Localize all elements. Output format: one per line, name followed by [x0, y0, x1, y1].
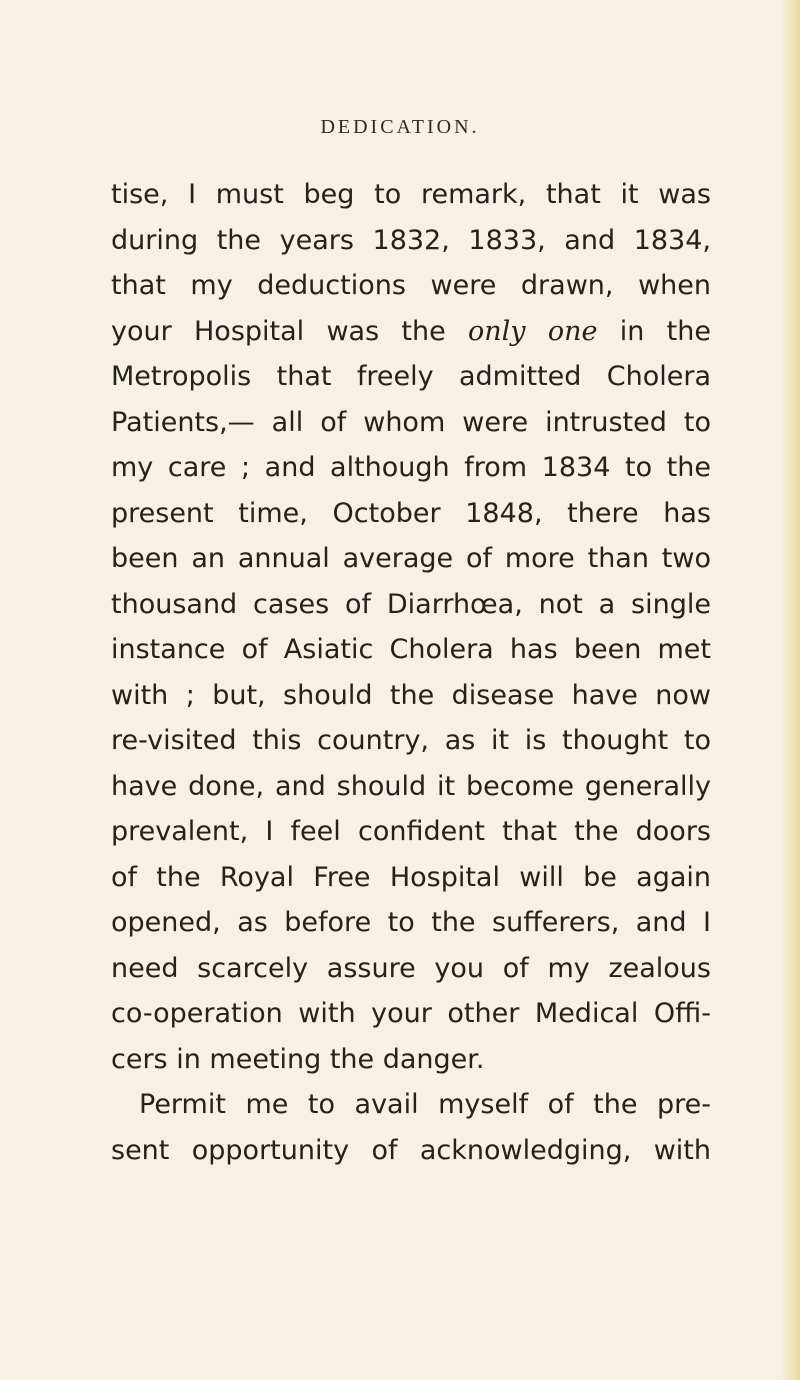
text-line: Permit me to avail myself of the pre- — [139, 1089, 711, 1120]
text-segment: your Hospital was the — [111, 315, 469, 347]
text-line: that my deductions were drawn, when — [111, 270, 711, 301]
italic-emphasis: only one — [468, 315, 598, 347]
text-line: opened, as before to the sufferers, and I — [111, 907, 711, 938]
text-line: re-visited this country, as it is thought to — [111, 725, 711, 756]
text-line: with ; but, should the disease have now — [111, 679, 711, 711]
text-line: cers in meeting the danger. — [111, 1043, 485, 1075]
text-line: Patients,— all of whom were intrusted to — [111, 406, 711, 438]
text-line: prevalent, I feel confident that the doors — [111, 816, 711, 847]
text-line: my care ; and although from 1834 to the — [111, 452, 711, 483]
text-segment: in the — [597, 315, 711, 347]
text-line: tise, I must beg to remark, that it was — [111, 179, 711, 210]
text-line: instance of Asiatic Cholera has been met — [111, 634, 711, 665]
text-line — [111, 309, 711, 355]
text-line: been an annual average of more than two — [111, 543, 711, 574]
text-line: Metropolis that freely admitted Cholera — [111, 361, 711, 392]
text-line: co-operation with your other Medical Offi- — [111, 998, 711, 1029]
text-line: have done, and should it become generally — [111, 770, 711, 802]
text-line: of the Royal Free Hospital will be again — [111, 861, 711, 893]
running-header: DEDICATION. — [320, 116, 480, 138]
dedication-text — [111, 172, 711, 1173]
text-line: need scarcely assure you of my zealous — [111, 952, 711, 984]
text-line: sent opportunity of acknowledging, with — [111, 1134, 711, 1166]
text-line: present time, October 1848, there has — [111, 497, 711, 529]
text-line: thousand cases of Diarrhœa, not a single — [111, 588, 711, 620]
text-line: during the years 1832, 1833, and 1834, — [111, 224, 711, 256]
